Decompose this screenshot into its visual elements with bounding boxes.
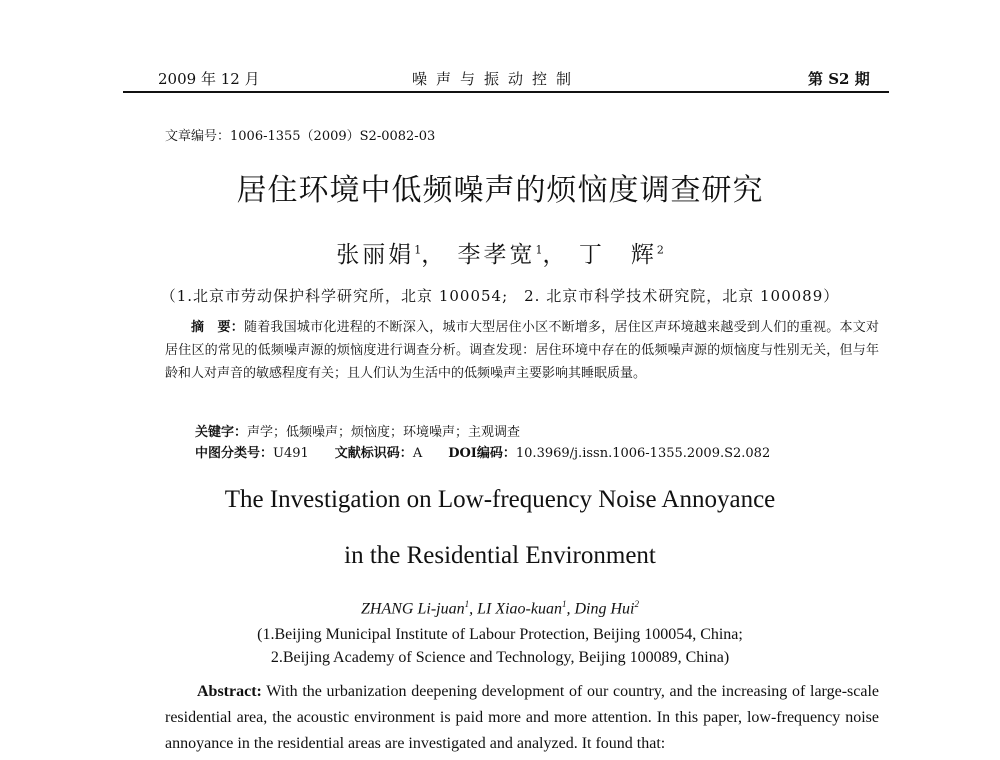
author-separator: , [469, 600, 478, 618]
author-affiliation-mark: 1 [535, 243, 543, 257]
english-abstract-label: Abstract: [197, 683, 262, 700]
english-abstract-text: With the urbanization deepening development of our country, and the increasing of large-scale residential area, the acoustic environment is paid more and more attention. In this paper, low-frequency noise annoyance in the residential areas are investigated and analyzed. It found that: [165, 683, 879, 752]
author-separator: ， [421, 242, 448, 268]
chinese-affiliation: （1.北京市劳动保护科学研究所，北京 100054; 2. 北京市科学技术研究院，北京 100089） [160, 287, 840, 305]
chinese-abstract-text: 随着我国城市化进程的不断深入，城市大型居住小区不断增多，居住区声环境越来越受到人们的重视。本文对居住区的常见的低频噪声源的烦恼度进行调查分析。调查发现：居住环境中存在的低频噪声源的烦恼度与性别无关，但与年龄和人对声音的敏感程度有关；且人们认为生活中的低频噪声主要影响其睡眠质量。 [165, 320, 879, 381]
article-number: 文章编号：1006-1355（2009）S2-0082-03 [165, 129, 436, 144]
keywords-text: 声学；低频噪声；烦恼度；环境噪声；主观调查 [247, 425, 521, 440]
clc-value: U491 [273, 446, 309, 461]
keywords-label: 关键字： [195, 425, 248, 440]
doi-label: DOI编码： [448, 446, 516, 461]
chinese-abstract [165, 316, 879, 385]
author-separator: , [566, 600, 575, 618]
author-affiliation-mark: 2 [634, 599, 639, 609]
english-affiliation-line-2: 2.Beijing Academy of Science and Technology, Beijing 100089, China) [270, 649, 730, 666]
author-name: 丁 辉 [578, 242, 657, 268]
author-name: 李孝宽 [457, 242, 536, 268]
doi-value: 10.3969/j.issn.1006-1355.2009.S2.082 [515, 446, 771, 461]
doc-code-value: A [412, 446, 423, 461]
english-abstract [165, 679, 879, 757]
english-title-line-2: in the Residential Environment [344, 542, 656, 569]
author-name: 张丽娟 [336, 242, 415, 268]
english-title-line-1: The Investigation on Low-frequency Noise Annoyance [224, 486, 776, 513]
doc-code-label: 文献标识码： [334, 446, 413, 461]
english-authors [0, 599, 1000, 618]
header-journal-title: 噪声与振动控制 [412, 70, 581, 88]
header-rule [123, 91, 889, 93]
chinese-title: 居住环境中低频噪声的烦恼度调查研究 [236, 173, 764, 208]
chinese-abstract-label: 摘 要： [191, 320, 244, 335]
header-issue: 第 S2 期 [808, 70, 870, 88]
author-affiliation-mark: 2 [656, 243, 664, 257]
author-separator: ， [542, 242, 569, 268]
chinese-keywords [195, 421, 520, 440]
author-name: LI Xiao-kuan [477, 600, 562, 618]
author-affiliation-mark: 1 [561, 599, 567, 609]
header-date: 2009 年 12 月 [158, 70, 260, 88]
chinese-authors [0, 236, 1000, 269]
english-affiliation-line-1: (1.Beijing Municipal Institute of Labour Protection, Beijing 100054, China; [257, 626, 743, 643]
clc-label: 中图分类号： [195, 446, 274, 461]
author-name: ZHANG Li-juan [361, 600, 465, 618]
author-affiliation-mark: 1 [414, 243, 422, 257]
classification-line [195, 442, 770, 461]
author-affiliation-mark: 1 [464, 599, 470, 609]
author-name: Ding Hui [574, 600, 635, 618]
